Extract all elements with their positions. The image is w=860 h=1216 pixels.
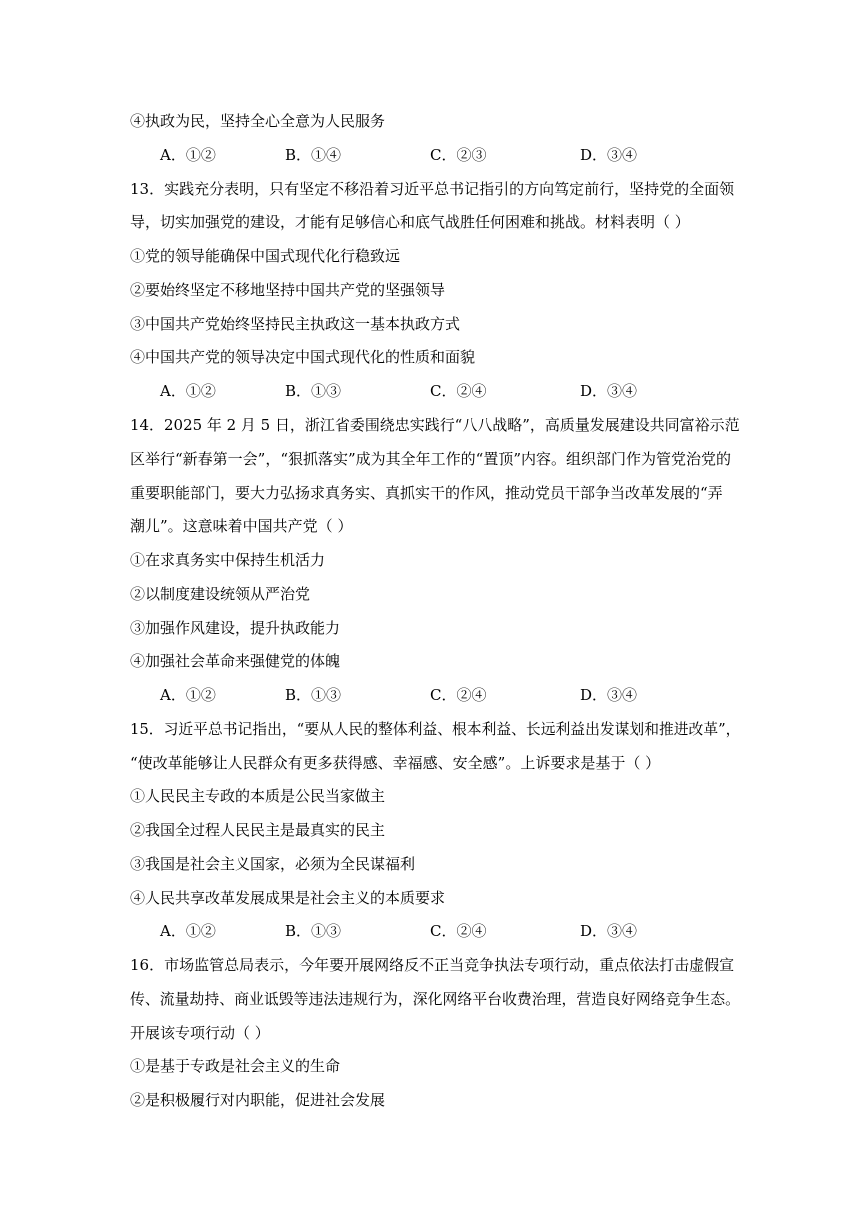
q12-option-b[interactable]: B．①④ bbox=[285, 146, 342, 164]
q12-option-d[interactable]: D．③④ bbox=[580, 146, 638, 164]
q14-stem-line-3: 重要职能部门，要大力弘扬求真务实、真抓实干的作风，推动党员干部争当改革发展的“弄 bbox=[130, 484, 723, 502]
q14-item-3: ③加强作风建设，提升执政能力 bbox=[130, 619, 341, 637]
q14-stem-line-1: 14．2025 年 2 月 5 日，浙江省委围绕忠实践行“八八战略”，高质量发展建设共同富裕示范 bbox=[130, 416, 740, 434]
q15-option-b[interactable]: B．①③ bbox=[285, 922, 342, 940]
q13-options bbox=[160, 381, 720, 401]
q15-item-4: ④人民共享改革发展成果是社会主义的本质要求 bbox=[130, 889, 446, 907]
q14-option-c[interactable]: C．②④ bbox=[430, 686, 487, 704]
q13-option-d[interactable]: D．③④ bbox=[580, 382, 638, 400]
q16-item-1: ①是基于专政是社会主义的生命 bbox=[130, 1057, 341, 1075]
q15-item-2: ②我国全过程人民民主是最真实的民主 bbox=[130, 821, 386, 839]
q12-option-c[interactable]: C．②③ bbox=[430, 146, 487, 164]
q14-option-d[interactable]: D．③④ bbox=[580, 686, 638, 704]
q15-options bbox=[160, 921, 720, 941]
q15-option-c[interactable]: C．②④ bbox=[430, 922, 487, 940]
q13-option-c[interactable]: C．②④ bbox=[430, 382, 487, 400]
q14-stem-line-2: 区举行“新春第一会”，“狠抓落实”成为其全年工作的“置顶”内容。组织部门作为管党治党的 bbox=[130, 450, 732, 468]
q14-item-2: ②以制度建设统领从严治党 bbox=[130, 585, 311, 603]
q15-stem-line-1: 15．习近平总书记指出，“要从人民的整体利益、根本利益、长远利益出发谋划和推进改革”， bbox=[130, 720, 741, 738]
q16-item-2: ②是积极履行对内职能，促进社会发展 bbox=[130, 1091, 386, 1109]
q14-option-b[interactable]: B．①③ bbox=[285, 686, 342, 704]
q15-item-1: ①人民民主专政的本质是公民当家做主 bbox=[130, 787, 386, 805]
q13-item-4: ④中国共产党的领导决定中国式现代化的性质和面貌 bbox=[130, 348, 476, 366]
q15-stem-line-2: “使改革能够让人民群众有更多获得感、幸福感、安全感”。上诉要求是基于（ ） bbox=[130, 754, 661, 772]
q16-stem-line-3: 开展该专项行动（ ） bbox=[130, 1024, 270, 1042]
q13-stem-line-2: 导，切实加强党的建设，才能有足够信心和底气战胜任何困难和挑战。材料表明（ ） bbox=[130, 213, 690, 231]
q12-item-4: ④执政为民，坚持全心全意为人民服务 bbox=[130, 112, 386, 130]
q13-item-1: ①党的领导能确保中国式现代化行稳致远 bbox=[130, 247, 401, 265]
q13-item-3: ③中国共产党始终坚持民主执政这一基本执政方式 bbox=[130, 315, 461, 333]
q16-stem-line-2: 传、流量劫持、商业诋毁等违法违规行为，深化网络平台收费治理，营造良好网络竞争生态。 bbox=[130, 990, 741, 1008]
q12-options bbox=[160, 145, 720, 165]
q14-item-4: ④加强社会革命来强健党的体魄 bbox=[130, 652, 341, 670]
q15-item-3: ③我国是社会主义国家，必须为全民谋福利 bbox=[130, 855, 416, 873]
q13-option-a[interactable]: A．①② bbox=[160, 382, 216, 400]
q13-option-b[interactable]: B．①③ bbox=[285, 382, 342, 400]
q14-option-a[interactable]: A．①② bbox=[160, 686, 216, 704]
q14-options bbox=[160, 685, 720, 705]
q13-stem-line-1: 13．实践充分表明，只有坚定不移沿着习近平总书记指引的方向笃定前行，坚持党的全面领 bbox=[130, 180, 735, 198]
q12-option-a[interactable]: A．①② bbox=[160, 146, 216, 164]
q15-option-a[interactable]: A．①② bbox=[160, 922, 216, 940]
q13-item-2: ②要始终坚定不移地坚持中国共产党的坚强领导 bbox=[130, 281, 446, 299]
q15-option-d[interactable]: D．③④ bbox=[580, 922, 638, 940]
q14-stem-line-4: 潮儿”。这意味着中国共产党（ ） bbox=[130, 517, 353, 535]
q14-item-1: ①在求真务实中保持生机活力 bbox=[130, 551, 326, 569]
q16-stem-line-1: 16．市场监管总局表示，今年要开展网络反不正当竞争执法专项行动，重点依法打击虚假宣 bbox=[130, 956, 735, 974]
